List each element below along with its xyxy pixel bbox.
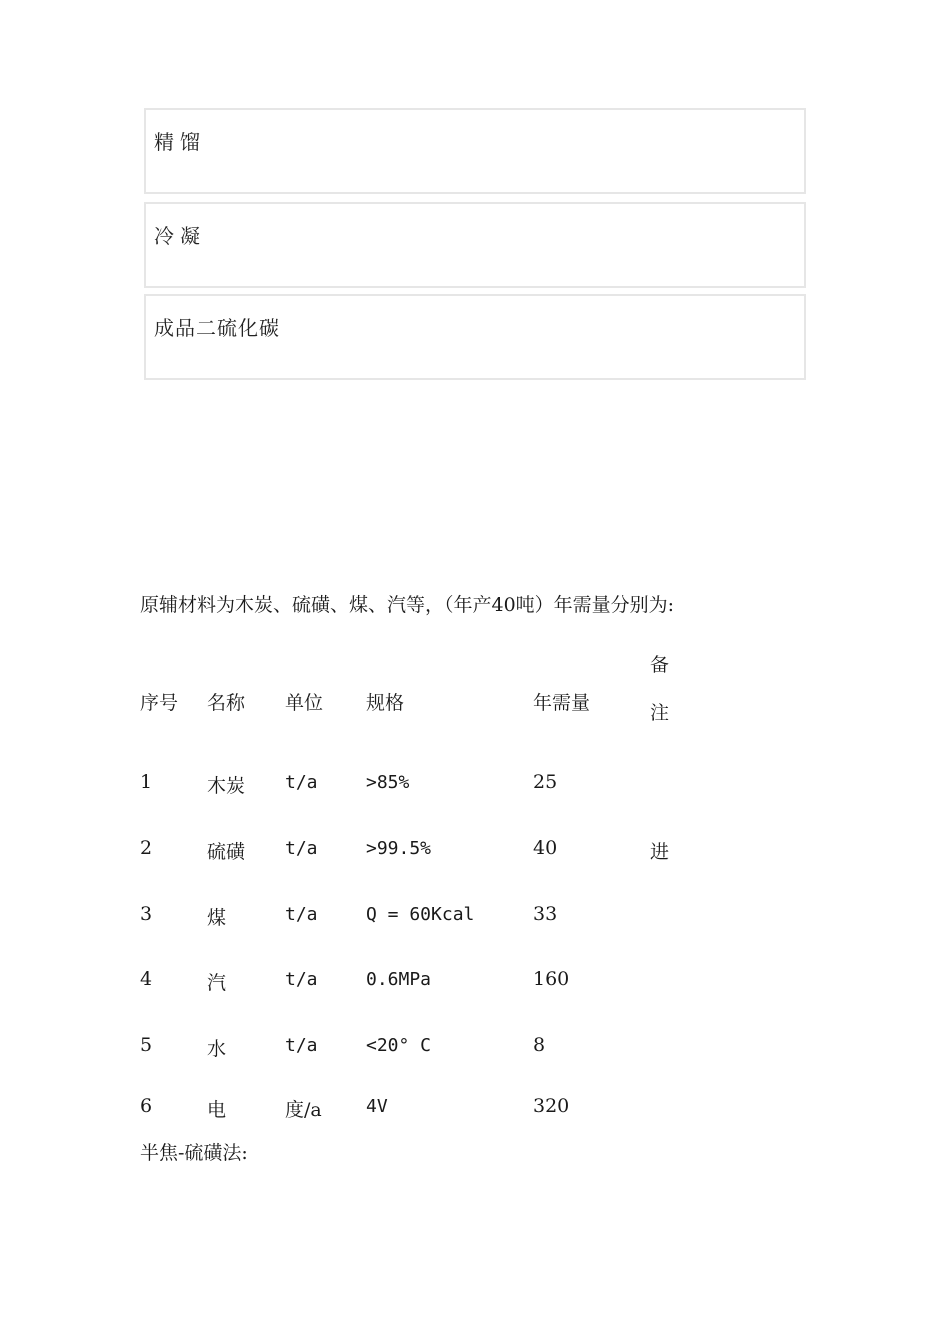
row-name: 汽 [207,972,227,994]
flow-step-box [144,294,806,380]
intro-text: 原辅材料为木炭、硫磺、煤、汽等，（年产40吨）年需量分别为: [140,594,675,616]
flow-step-label: 成品二硫化碳 [154,316,280,340]
row-annual: 25 [533,771,558,793]
header-unit: 单位 [285,692,324,714]
row-spec: >99.5% [366,838,432,859]
row-name: 硫磺 [207,841,246,863]
row-note: 进 [650,841,670,863]
row-index: 1 [140,771,153,793]
row-annual: 320 [533,1095,570,1117]
row-name: 木炭 [207,775,246,797]
section-heading: 半焦-硫磺法: [140,1142,248,1164]
flow-step-box [144,108,806,194]
row-unit: t/a [285,772,318,793]
row-spec: >85% [366,772,410,793]
row-name: 水 [207,1038,227,1060]
header-spec: 规格 [366,692,405,714]
header-note-line2: 注 [650,702,670,724]
row-name: 煤 [207,907,227,929]
header-note-line1: 备 [650,654,670,676]
row-index: 2 [140,837,153,859]
row-name: 电 [207,1099,227,1121]
row-index: 4 [140,968,153,990]
row-annual: 160 [533,968,570,990]
row-index: 6 [140,1095,153,1117]
row-unit: t/a [285,969,318,990]
flow-step-box [144,202,806,288]
row-unit: t/a [285,904,318,925]
row-unit: t/a [285,1035,318,1056]
row-spec: 4V [366,1096,388,1117]
row-spec: 0.6MPa [366,969,432,990]
flow-step-label: 冷凝 [154,224,206,248]
row-index: 5 [140,1034,153,1056]
row-annual: 40 [533,837,558,859]
header-annual: 年需量 [533,692,591,714]
row-spec: Q = 60Kcal [366,904,475,925]
header-name: 名称 [207,692,246,714]
header-index: 序号 [140,692,179,714]
row-annual: 33 [533,903,558,925]
flow-step-label: 精馏 [154,130,206,154]
row-index: 3 [140,903,153,925]
row-annual: 8 [533,1034,546,1056]
row-unit: 度/a [285,1099,322,1121]
row-unit: t/a [285,838,318,859]
row-spec: <20° C [366,1035,432,1056]
